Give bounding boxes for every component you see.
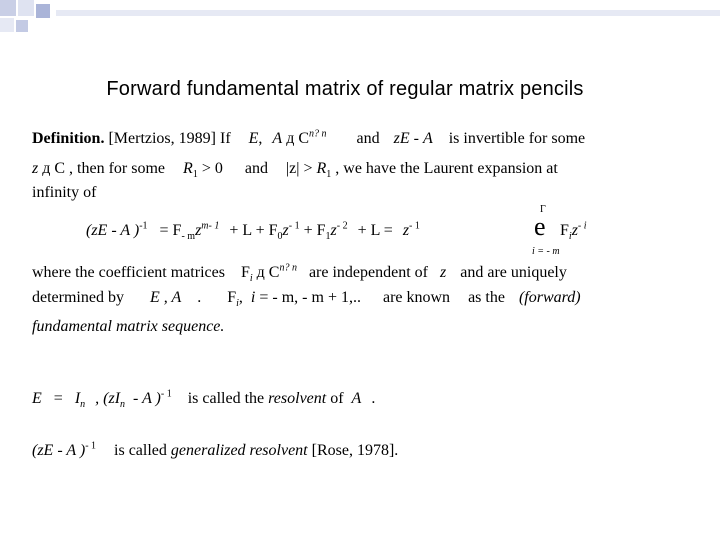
generalized-resolvent-line <box>32 442 398 460</box>
symbol-A: A <box>422 130 433 147</box>
superscript: - i <box>577 220 587 232</box>
corner-square <box>0 18 14 32</box>
top-rule <box>56 10 720 16</box>
citation: [Mertzios, 1989] If <box>108 130 231 147</box>
symbol-R: R <box>183 160 193 177</box>
definition-line-2 <box>32 160 558 181</box>
superscript: - 1 <box>85 440 97 452</box>
inequality: > 0 <box>201 160 223 177</box>
symbols-E-A: E , A <box>149 289 182 306</box>
superscript: - 1 <box>409 220 420 232</box>
sum-lower-limit: i = - m <box>532 246 560 257</box>
subscript: 1 <box>325 231 331 243</box>
superscript: n? n <box>279 262 297 274</box>
minus-A: - A ) <box>133 390 161 407</box>
symbol-E: E <box>32 390 42 407</box>
symbol-zE: zE <box>393 130 410 147</box>
definition-line-3: infinity of <box>32 184 97 201</box>
symbol-A: A <box>351 390 362 407</box>
superscript: -1 <box>139 220 148 232</box>
generalized-resolvent-term: generalized resolvent <box>170 442 308 459</box>
comma: , <box>258 130 263 147</box>
symbol-z: z <box>571 222 578 239</box>
equals: = <box>53 390 63 407</box>
sum-upper-limit: Γ <box>540 204 546 215</box>
word-and: and <box>244 160 268 177</box>
subscript: i <box>568 231 572 243</box>
text: as the <box>468 289 505 306</box>
symbol-z: z <box>32 160 39 177</box>
term: + L = <box>357 222 393 239</box>
symbol-A: A <box>272 130 283 147</box>
subscript: i <box>236 298 239 310</box>
corner-square <box>36 4 50 18</box>
definition-line-1 <box>32 130 585 148</box>
text: is called <box>114 442 167 459</box>
corner-square <box>0 0 16 16</box>
corner-square <box>18 0 34 16</box>
text: , we have the Laurent expansion at <box>335 160 558 177</box>
symbol-C: C <box>298 130 310 147</box>
text: is invertible for some <box>448 130 586 147</box>
text: and are uniquely <box>460 264 567 281</box>
sum-symbol: e <box>534 212 546 241</box>
page-title: Forward fundamental matrix of regular matrix pencils <box>106 78 584 100</box>
symbol-i: i <box>250 289 256 306</box>
superscript: - 1 <box>160 388 172 400</box>
symbol-z: z <box>440 264 447 281</box>
text: are independent of <box>308 264 428 281</box>
index-range: = - m, - m + 1,.. <box>259 289 361 306</box>
symbol-z: z <box>282 222 289 239</box>
where-line-2 <box>32 289 581 310</box>
symbol-zI: , (zI <box>95 390 121 407</box>
text: is called the <box>187 390 265 407</box>
symbol-E: E <box>248 130 259 147</box>
symbol-F: F <box>560 222 569 239</box>
text: , then for some <box>69 160 166 177</box>
text: where the coefficient matrices <box>32 264 225 281</box>
resolvent-term: resolvent <box>268 390 327 407</box>
member-symbol: д C <box>42 160 66 177</box>
term: = F <box>159 222 182 239</box>
corner-decoration <box>0 0 720 40</box>
member-symbol: д <box>256 264 265 281</box>
symbol-F: F <box>268 222 278 239</box>
minus: - <box>413 130 419 147</box>
forward-term: (forward) <box>518 289 581 306</box>
symbol-z: z <box>330 222 337 239</box>
dimension-superscript: n? n <box>309 128 327 140</box>
superscript: - 2 <box>336 220 348 232</box>
symbol-I: I <box>74 390 81 407</box>
symbol-F: F <box>240 264 250 281</box>
citation: [Rose, 1978]. <box>311 442 399 459</box>
formula-zE-A: (zE - A ) <box>32 442 86 459</box>
symbol-R: R <box>316 160 327 177</box>
abs-z: |z| > <box>285 160 313 177</box>
corner-square <box>16 20 28 32</box>
superscript: m- 1 <box>201 220 220 232</box>
subscript: 1 <box>192 169 198 181</box>
fundamental-matrix-sequence: fundamental matrix sequence. <box>32 318 225 335</box>
formula-lhs: (zE - A ) <box>86 222 140 239</box>
member-symbol: д <box>286 130 295 147</box>
word-and: and <box>356 130 380 147</box>
superscript: - 1 <box>288 220 300 232</box>
subscript: i <box>249 273 253 285</box>
term: + L + <box>229 222 265 239</box>
period: . <box>197 289 202 306</box>
subscript: n <box>120 399 126 411</box>
term: + F <box>303 222 326 239</box>
symbol-F: F <box>227 289 237 306</box>
subscript: 1 <box>326 169 332 181</box>
subscript: - m <box>181 231 196 243</box>
text: of <box>330 390 344 407</box>
period: . <box>371 390 376 407</box>
resolvent-line <box>32 388 376 411</box>
symbol-z: z <box>402 222 410 239</box>
text: are known <box>382 289 451 306</box>
where-line-1 <box>32 262 567 285</box>
definition-label: Definition. <box>32 130 105 147</box>
symbol-C: C <box>268 264 280 281</box>
subscript: 0 <box>277 231 283 243</box>
sum-term <box>560 220 587 243</box>
symbol-z: z <box>195 222 202 239</box>
laurent-formula <box>86 220 420 243</box>
text: determined by <box>32 289 124 306</box>
subscript: n <box>80 399 86 411</box>
comma: , <box>238 289 243 306</box>
